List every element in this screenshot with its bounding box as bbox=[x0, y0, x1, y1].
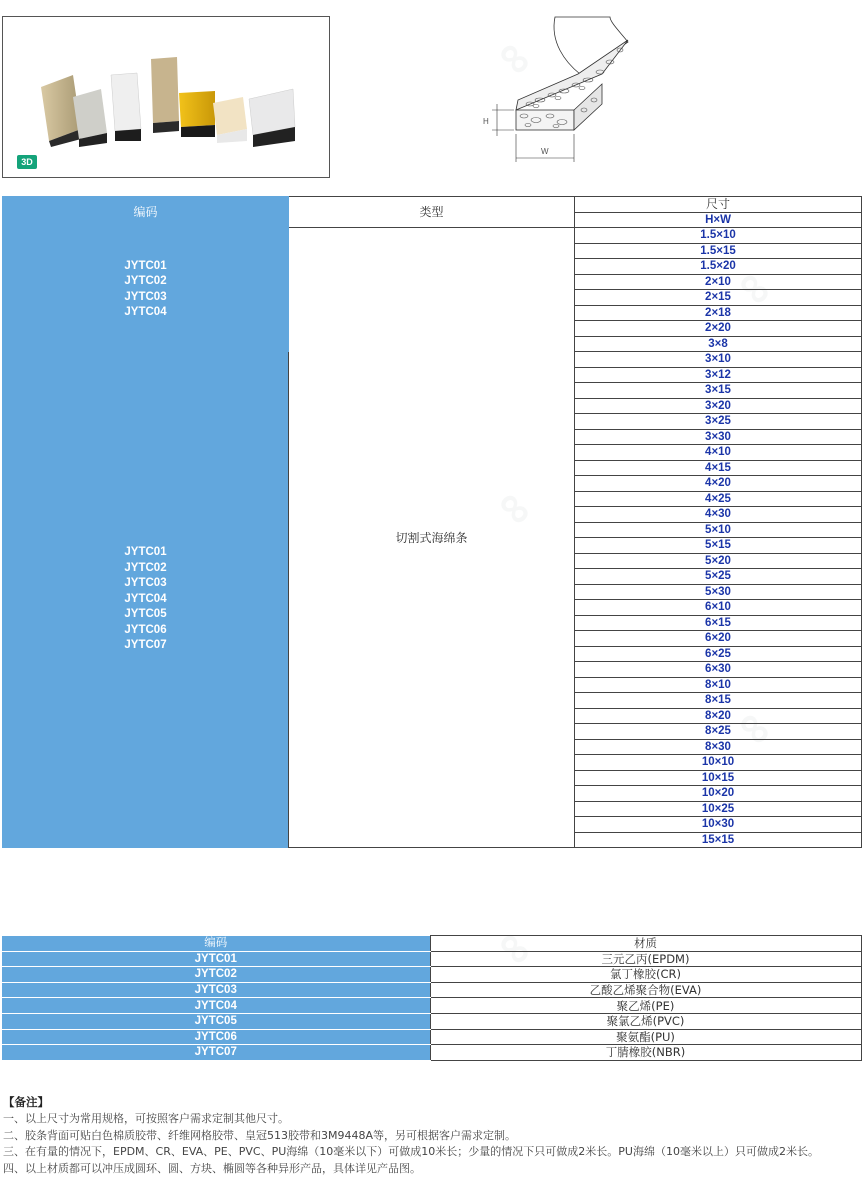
size-cell: 4×25 bbox=[575, 491, 862, 507]
size-header: 尺寸 bbox=[575, 197, 862, 213]
size-cell: 8×25 bbox=[575, 724, 862, 740]
table-row bbox=[2, 951, 861, 967]
code-item: JYTC02 bbox=[124, 561, 167, 574]
code-item: JYTC01 bbox=[124, 259, 167, 272]
size-cell: 6×30 bbox=[575, 662, 862, 678]
material-header: 材质 bbox=[430, 936, 861, 952]
code-list bbox=[3, 545, 288, 654]
material-code-cell: JYTC06 bbox=[2, 1029, 430, 1045]
code-item: JYTC03 bbox=[124, 577, 167, 590]
watermark: ∞ bbox=[486, 27, 547, 87]
size-cell: 3×30 bbox=[575, 429, 862, 445]
size-cell: 10×30 bbox=[575, 817, 862, 833]
material-cell: 聚乙烯(PE) bbox=[430, 998, 861, 1014]
code-group-cell bbox=[3, 228, 289, 352]
size-cell: 6×25 bbox=[575, 646, 862, 662]
size-cell: 10×20 bbox=[575, 786, 862, 802]
size-cell: 8×30 bbox=[575, 739, 862, 755]
size-cell: 8×15 bbox=[575, 693, 862, 709]
type-cell: 切割式海绵条 bbox=[289, 228, 575, 848]
note-line: 四、以上材质都可以冲压成圆环、圆、方块、椭圆等各种异形产品，具体详见产品图。 bbox=[3, 1161, 421, 1175]
table-row bbox=[2, 967, 861, 983]
size-cell: 4×30 bbox=[575, 507, 862, 523]
size-cell: 3×25 bbox=[575, 414, 862, 430]
size-cell: 3×15 bbox=[575, 383, 862, 399]
code-item: JYTC03 bbox=[124, 290, 167, 303]
material-cell: 氯丁橡胶(CR) bbox=[430, 967, 861, 983]
size-cell: 3×12 bbox=[575, 367, 862, 383]
code-item: JYTC05 bbox=[124, 608, 167, 621]
material-code-cell: JYTC07 bbox=[2, 1045, 430, 1061]
material-cell: 乙酸乙烯聚合物(EVA) bbox=[430, 982, 861, 998]
notes-section bbox=[3, 1094, 861, 1177]
code-item: JYTC06 bbox=[124, 623, 167, 636]
material-table bbox=[2, 935, 862, 1061]
h-label: H bbox=[483, 117, 489, 126]
hw-header: H×W bbox=[575, 212, 862, 228]
notes-title: 【备注】 bbox=[3, 1095, 49, 1109]
material-code-cell: JYTC02 bbox=[2, 967, 430, 983]
w-label: W bbox=[541, 147, 549, 156]
table-row bbox=[2, 1013, 861, 1029]
3d-badge[interactable]: 3D bbox=[17, 155, 37, 169]
size-cell: 1.5×10 bbox=[575, 228, 862, 244]
material-cell: 三元乙丙(EPDM) bbox=[430, 951, 861, 967]
note-line: 一、以上尺寸为常用规格，可按照客户需求定制其他尺寸。 bbox=[3, 1112, 289, 1126]
material-code-cell: JYTC05 bbox=[2, 1013, 430, 1029]
size-cell: 4×20 bbox=[575, 476, 862, 492]
dimension-diagram bbox=[470, 12, 630, 172]
code-item: JYTC04 bbox=[124, 306, 167, 318]
watermark: ∞ bbox=[486, 477, 547, 537]
table-row bbox=[2, 1045, 861, 1061]
code-item: JYTC02 bbox=[124, 275, 167, 287]
size-cell: 5×15 bbox=[575, 538, 862, 554]
size-cell: 1.5×15 bbox=[575, 243, 862, 259]
watermark: ∞ bbox=[726, 257, 787, 317]
size-cell: 5×20 bbox=[575, 553, 862, 569]
type-header: 类型 bbox=[289, 197, 575, 228]
table-row bbox=[2, 982, 861, 998]
size-table bbox=[2, 196, 862, 848]
size-cell: 10×15 bbox=[575, 770, 862, 786]
code-item: JYTC01 bbox=[124, 546, 167, 559]
size-cell: 6×20 bbox=[575, 631, 862, 647]
code-list bbox=[3, 259, 288, 321]
size-cell: 4×10 bbox=[575, 445, 862, 461]
size-cell: 5×25 bbox=[575, 569, 862, 585]
material-code-cell: JYTC03 bbox=[2, 982, 430, 998]
code-item: JYTC04 bbox=[124, 592, 167, 605]
size-cell: 10×10 bbox=[575, 755, 862, 771]
size-cell: 5×10 bbox=[575, 522, 862, 538]
material-cell: 聚氨酯(PU) bbox=[430, 1029, 861, 1045]
size-cell: 8×20 bbox=[575, 708, 862, 724]
size-cell: 3×20 bbox=[575, 398, 862, 414]
size-cell: 2×20 bbox=[575, 321, 862, 337]
material-code-header: 编码 bbox=[2, 936, 430, 952]
table-row bbox=[2, 1029, 861, 1045]
code-item: JYTC07 bbox=[124, 639, 167, 652]
material-cell: 丁腈橡胶(NBR) bbox=[430, 1045, 861, 1061]
size-cell: 10×25 bbox=[575, 801, 862, 817]
product-photo bbox=[2, 16, 330, 178]
size-cell: 2×15 bbox=[575, 290, 862, 306]
foam-strips-illustration bbox=[3, 17, 329, 177]
size-cell: 8×10 bbox=[575, 677, 862, 693]
note-line: 二、胶条背面可贴白色棉质胶带、纤维网格胶带、皇冠513胶带和3M9448A等，另可根据客户需求定制。 bbox=[3, 1128, 517, 1142]
size-cell: 6×10 bbox=[575, 600, 862, 616]
size-cell: 5×30 bbox=[575, 584, 862, 600]
material-code-cell: JYTC04 bbox=[2, 998, 430, 1014]
material-cell: 聚氯乙烯(PVC) bbox=[430, 1013, 861, 1029]
size-cell: 3×8 bbox=[575, 336, 862, 352]
size-cell: 15×15 bbox=[575, 832, 862, 848]
size-cell: 6×15 bbox=[575, 615, 862, 631]
size-cell: 2×18 bbox=[575, 305, 862, 321]
code-header: 编码 bbox=[3, 197, 289, 228]
foam-strip-diagram bbox=[470, 12, 630, 172]
table-row bbox=[2, 998, 861, 1014]
size-cell: 4×15 bbox=[575, 460, 862, 476]
size-cell: 1.5×20 bbox=[575, 259, 862, 275]
watermark: ∞ bbox=[726, 697, 787, 757]
size-cell: 2×10 bbox=[575, 274, 862, 290]
code-group-cell bbox=[3, 352, 289, 848]
watermark: ∞ bbox=[486, 917, 547, 977]
size-cell: 3×10 bbox=[575, 352, 862, 368]
note-line: 三、在有量的情况下，EPDM、CR、EVA、PE、PVC、PU海绵（10毫米以下）可做成10米长；少量的情况下只可做成2米长。PU海绵（10毫米以上）只可做成2米长。 bbox=[3, 1145, 819, 1159]
material-code-cell: JYTC01 bbox=[2, 951, 430, 967]
